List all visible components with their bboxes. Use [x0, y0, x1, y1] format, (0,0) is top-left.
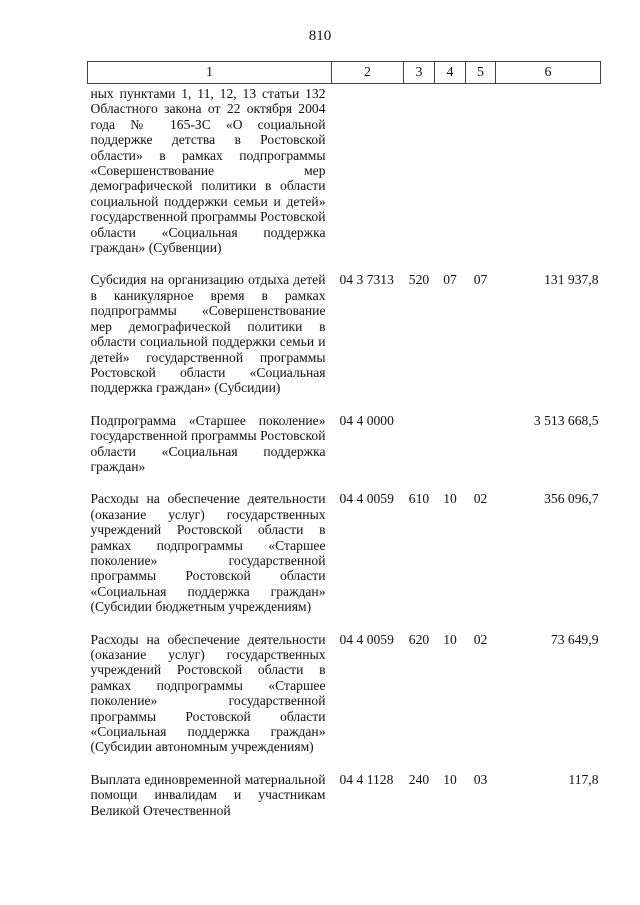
row-target-code: [332, 84, 404, 270]
table-row: [88, 269, 601, 409]
row-section: 07: [443, 272, 457, 288]
table-row: [88, 410, 601, 489]
row-amount: 117,8: [568, 771, 599, 787]
row-expense-type: [404, 410, 435, 489]
row-target-code: 04 4 1128: [339, 771, 394, 787]
row-subsection: 03: [473, 771, 488, 787]
table-row: [88, 84, 601, 270]
row-subsection: [466, 410, 496, 489]
row-subsection: 07: [473, 272, 488, 288]
column-header-4: 4: [435, 62, 466, 84]
row-section: 10: [443, 631, 457, 647]
column-header-6: 6: [496, 62, 601, 84]
row-amount: 131 937,8: [544, 272, 599, 288]
column-header-2: 2: [332, 62, 404, 84]
page-number: 810: [308, 28, 332, 44]
table-row: [88, 769, 601, 832]
row-subsection: 02: [473, 491, 488, 507]
row-expense-type: 240: [408, 771, 430, 787]
row-amount: 356 096,7: [544, 491, 599, 507]
row-section: [435, 410, 466, 489]
row-target-code: 04 3 7313: [339, 272, 394, 288]
row-target-code: 04 4 0059: [339, 631, 394, 647]
row-amount: 3 513 668,5: [533, 412, 599, 428]
row-description: Расходы на обеспечение деятельности (оказание услуг) государственных учреждений Ростовской области в рамках подпрограммы «Старшее поколение» государственной программы Ростовской области «Социальная поддержка граждан» (Субсидии автономным учреждениям): [90, 631, 326, 755]
row-amount: 73 649,9: [550, 631, 599, 647]
row-expense-type: 620: [408, 631, 430, 647]
table-row: [88, 488, 601, 628]
row-section: 10: [443, 771, 457, 787]
table-row: [88, 629, 601, 769]
column-header-1: 1: [88, 62, 332, 84]
row-description: ных пунктами 1, 11, 12, 13 статьи 132 Областного закона от 22 октября 2004 года № 165-ЗС «О социальной поддержке детства в Ростовской области» в рамках подпрограммы «Совершенствование мер демографической политики в области социальной поддержки семьи и детей» государственной программы Ростовской области «Социальная поддержка граждан» (Субвенции): [90, 86, 326, 256]
row-expense-type: [404, 84, 435, 270]
row-section: [435, 84, 466, 270]
column-header-3: 3: [404, 62, 435, 84]
row-target-code: 04 4 0059: [339, 491, 394, 507]
header-row: [88, 62, 601, 84]
row-expense-type: 610: [408, 491, 430, 507]
table-body: [88, 84, 601, 833]
row-amount: [496, 84, 601, 270]
row-description: Выплата единовременной материальной помощи инвалидам и участникам Великой Отечественной: [90, 771, 326, 818]
row-subsection: [466, 84, 496, 270]
row-section: 10: [443, 491, 457, 507]
row-description: Субсидия на организацию отдыха детей в каникулярное время в рамках подпрограммы «Совершенствование мер демографической политики в области социальной поддержки семьи и детей» государственной программы Ростовской области «Социальная поддержка граждан» (Субсидии): [90, 272, 326, 396]
row-description: Подпрограмма «Старшее поколение» государственной программы Ростовской области «Социальная поддержка граждан»: [90, 412, 326, 474]
column-header-5: 5: [466, 62, 496, 84]
table-header: [88, 62, 601, 84]
row-target-code: 04 4 0000: [339, 412, 394, 428]
row-description: Расходы на обеспечение деятельности (оказание услуг) государственных учреждений Ростовской области в рамках подпрограммы «Старшее поколение» государственной программы Ростовской области «Социальная поддержка граждан» (Субсидии бюджетным учреждениям): [90, 491, 326, 615]
row-subsection: 02: [473, 631, 488, 647]
budget-table: [87, 61, 601, 832]
row-expense-type: 520: [408, 272, 430, 288]
